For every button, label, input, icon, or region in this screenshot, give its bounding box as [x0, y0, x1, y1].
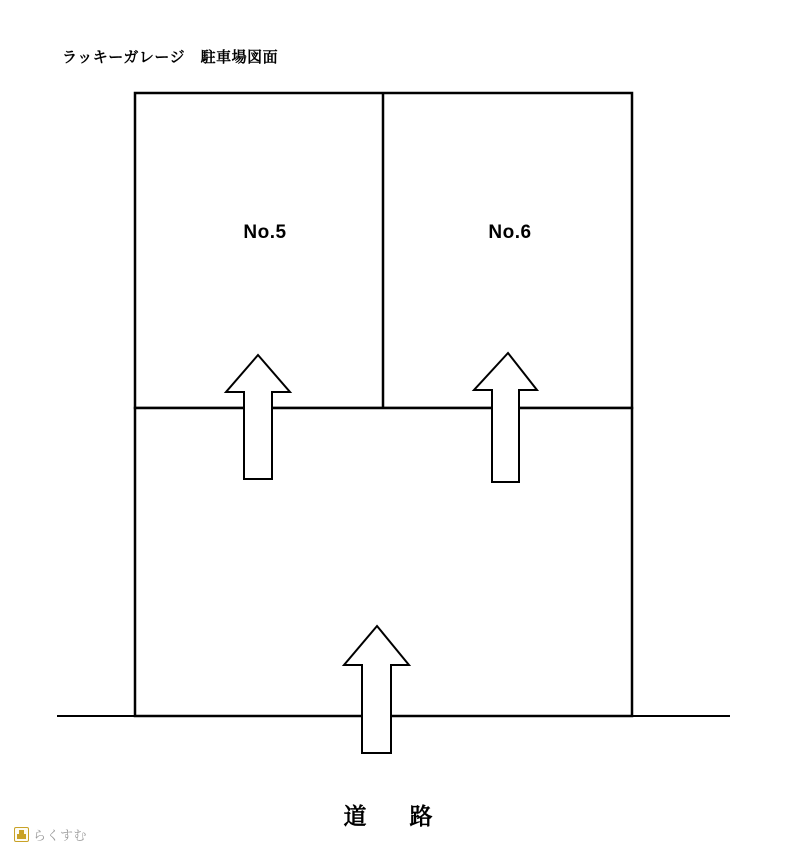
stall-label-no6: No.6 — [488, 222, 532, 243]
road-label: 道 路 — [343, 803, 443, 829]
house-icon — [14, 827, 29, 842]
watermark — [14, 825, 87, 844]
stall-label-no5: No.5 — [243, 222, 287, 243]
watermark-text: らくすむ — [33, 828, 88, 843]
page-title: ラッキーガレージ 駐車場図面 — [62, 49, 279, 66]
